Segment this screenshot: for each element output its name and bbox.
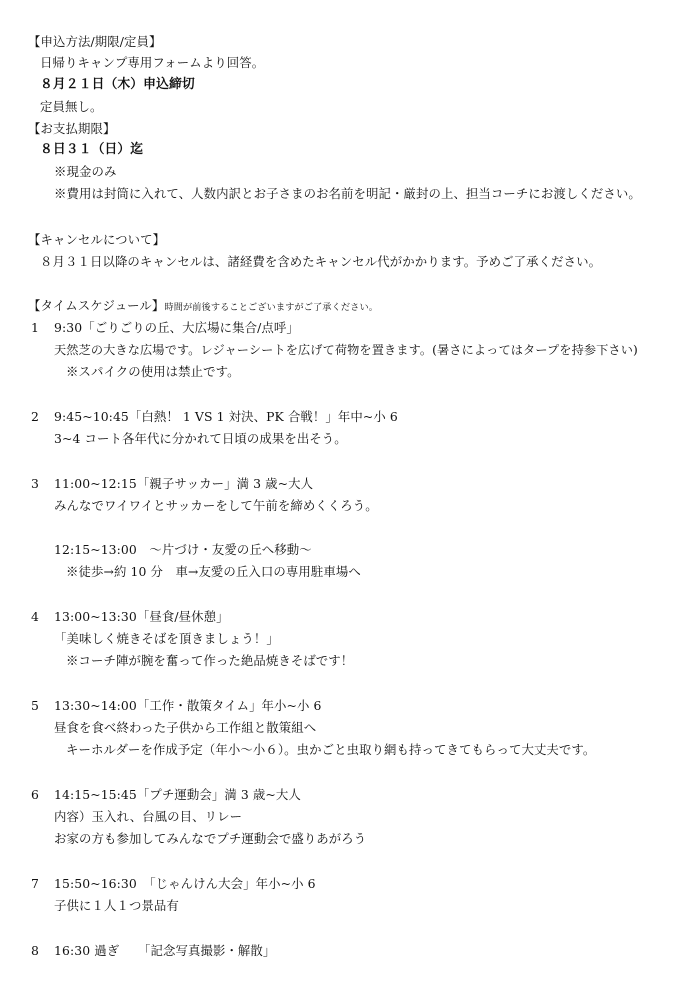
schedule-item-number: 2 bbox=[31, 409, 39, 424]
cancel-text: ８月３１日以降のキャンセルは、諸経費を含めたキャンセル代がかかります。予めご了承ください。 bbox=[40, 254, 602, 269]
payment-heading: 【お支払期限】 bbox=[28, 121, 116, 136]
schedule-item-number: 7 bbox=[31, 876, 39, 891]
schedule-item-title: 11:00~12:15「親子サッカー」満 3 歳~大人 bbox=[54, 476, 314, 491]
schedule-item-line: 天然芝の大きな広場です。レジャーシートを広げて荷物を置きます。(暑さによってはタープを持参下さい) bbox=[54, 343, 638, 357]
schedule-item-title: 12:15~13:00 ～片づけ・友愛の丘へ移動～ bbox=[54, 542, 312, 557]
application-capacity: 定員無し。 bbox=[40, 99, 103, 114]
cancel-heading: 【キャンセルについて】 bbox=[28, 232, 166, 247]
schedule-item-number: 5 bbox=[31, 698, 39, 713]
schedule-item-line: 「美味しく焼きそばを頂きましょう！」 bbox=[54, 631, 279, 646]
schedule-item-line: 3~4 コート各年代に分かれて日頃の成果を出そう。 bbox=[54, 431, 347, 446]
schedule-item-title: 14:15~15:45「プチ運動会」満 3 歳~大人 bbox=[54, 787, 301, 802]
schedule-item-line: みんなでワイワイとサッカーをして午前を締めくくろう。 bbox=[54, 498, 378, 513]
schedule-heading bbox=[28, 298, 378, 316]
schedule-item-number: 8 bbox=[31, 943, 39, 958]
schedule-item-title: 9:45~10:45「白熱！ 1 VS 1 対決、PK 合戦！」年中~小 6 bbox=[54, 409, 398, 424]
schedule-item-number: 4 bbox=[31, 609, 39, 624]
schedule-heading-title: 【タイムスケジュール】 bbox=[28, 298, 165, 313]
payment-due: ８日３１（日）迄 bbox=[40, 142, 144, 157]
application-deadline: ８月２１日（木）申込締切 bbox=[40, 77, 195, 92]
schedule-item-number: 1 bbox=[31, 320, 39, 335]
schedule-item-line: ※徒歩→約 10 分 車→友愛の丘入口の専用駐車場へ bbox=[66, 564, 361, 579]
payment-note: ※費用は封筒に入れて、人数内訳とお子さまのお名前を明記・厳封の上、担当コーチにお渡しください。 bbox=[54, 186, 641, 201]
application-method: 日帰りキャンプ専用フォームより回答。 bbox=[40, 55, 265, 70]
schedule-item-line: 子供に１人１つ景品有 bbox=[54, 898, 179, 913]
schedule-item-number: 3 bbox=[31, 476, 39, 491]
schedule-item-line: 内容）玉入れ、台風の目、リレー bbox=[54, 809, 243, 824]
schedule-item-number: 6 bbox=[31, 787, 39, 802]
schedule-item-line: 昼食を食べ終わった子供から工作組と散策組へ bbox=[54, 720, 317, 735]
schedule-item-line: ※スパイクの使用は禁止です。 bbox=[66, 364, 240, 379]
schedule-item-line: ※コーチ陣が腕を奮って作った絶品焼きそばです！ bbox=[66, 653, 354, 668]
schedule-item-title: 9:30「ごりごりの丘、大広場に集合/点呼」 bbox=[54, 320, 299, 335]
schedule-item-title: 13:00~13:30「昼食/昼休憩」 bbox=[54, 609, 229, 624]
schedule-item-title: 13:30~14:00「工作・散策タイム」年小~小 6 bbox=[54, 698, 322, 713]
schedule-item-line: キーホルダーを作成予定（年小～小６）。虫かごと虫取り網も持ってきてもらって大丈夫です。 bbox=[66, 742, 596, 757]
application-heading: 【申込方法/期限/定員】 bbox=[28, 34, 162, 49]
schedule-item-title: 15:50~16:30 「じゃんけん大会」年小~小 6 bbox=[54, 876, 316, 891]
schedule-item-line: お家の方も参加してみんなでプチ運動会で盛りあがろう bbox=[54, 831, 367, 846]
payment-cash-only: ※現金のみ bbox=[54, 164, 117, 179]
schedule-heading-note: 時間が前後することございますがご了承ください。 bbox=[164, 302, 379, 313]
schedule-item-title: 16:30 過ぎ 「記念写真撮影・解散」 bbox=[54, 943, 276, 958]
